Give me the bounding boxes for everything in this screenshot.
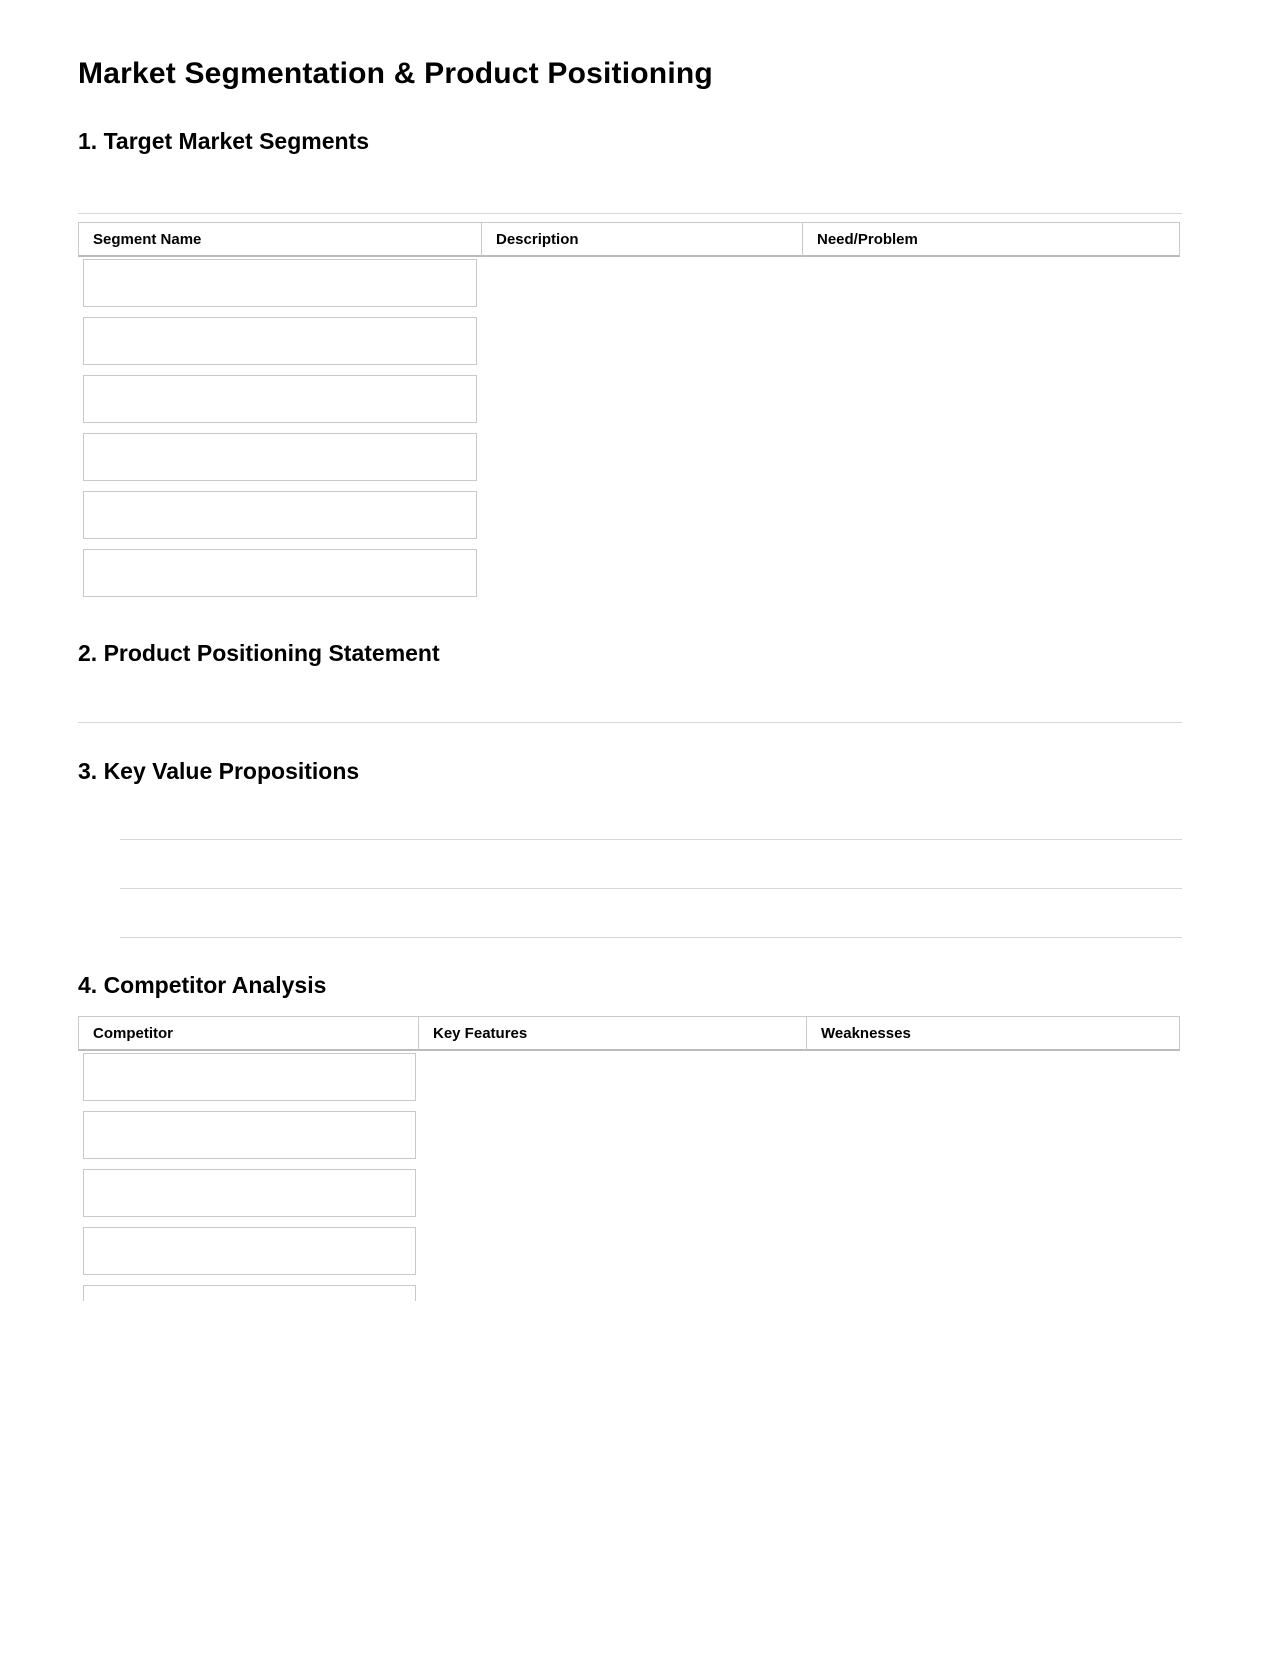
segment-name-input-box[interactable] <box>83 433 477 481</box>
competitor-input-box[interactable] <box>83 1111 416 1159</box>
horizontal-rule <box>78 213 1182 214</box>
competitors-table-header-row <box>78 1016 1182 1051</box>
segments-input-rows <box>78 259 1182 597</box>
page-title: Market Segmentation & Product Positioning <box>78 57 713 90</box>
segment-name-input-box[interactable] <box>83 375 477 423</box>
segment-name-input-box[interactable] <box>83 317 477 365</box>
column-header-weaknesses: Weaknesses <box>806 1016 1180 1051</box>
document-page <box>0 56 1182 1301</box>
column-header-need-problem: Need/Problem <box>802 222 1180 257</box>
competitor-input-box[interactable] <box>83 1169 416 1217</box>
positioning-statement-line <box>78 722 1182 723</box>
section-3-heading: 3. Key Value Propositions <box>78 758 360 784</box>
segment-name-input-box[interactable] <box>83 491 477 539</box>
value-proposition-line <box>120 937 1182 938</box>
value-proposition-line <box>120 839 1182 840</box>
value-proposition-lines <box>78 839 1182 938</box>
column-header-key-features: Key Features <box>418 1016 807 1051</box>
segment-name-input-box[interactable] <box>83 549 477 597</box>
section-2-heading: 2. Product Positioning Statement <box>78 640 440 666</box>
segment-name-input-box[interactable] <box>83 259 477 307</box>
competitor-input-box[interactable] <box>83 1053 416 1101</box>
column-header-segment-name: Segment Name <box>78 222 482 257</box>
value-proposition-line <box>120 888 1182 889</box>
competitor-input-box[interactable] <box>83 1285 416 1301</box>
section-4-heading: 4. Competitor Analysis <box>78 972 327 998</box>
section-1-heading: 1. Target Market Segments <box>78 128 370 154</box>
competitor-input-box[interactable] <box>83 1227 416 1275</box>
competitors-input-rows <box>78 1053 1182 1301</box>
column-header-description: Description <box>481 222 803 257</box>
column-header-competitor: Competitor <box>78 1016 419 1051</box>
segments-table-header-row <box>78 222 1182 257</box>
